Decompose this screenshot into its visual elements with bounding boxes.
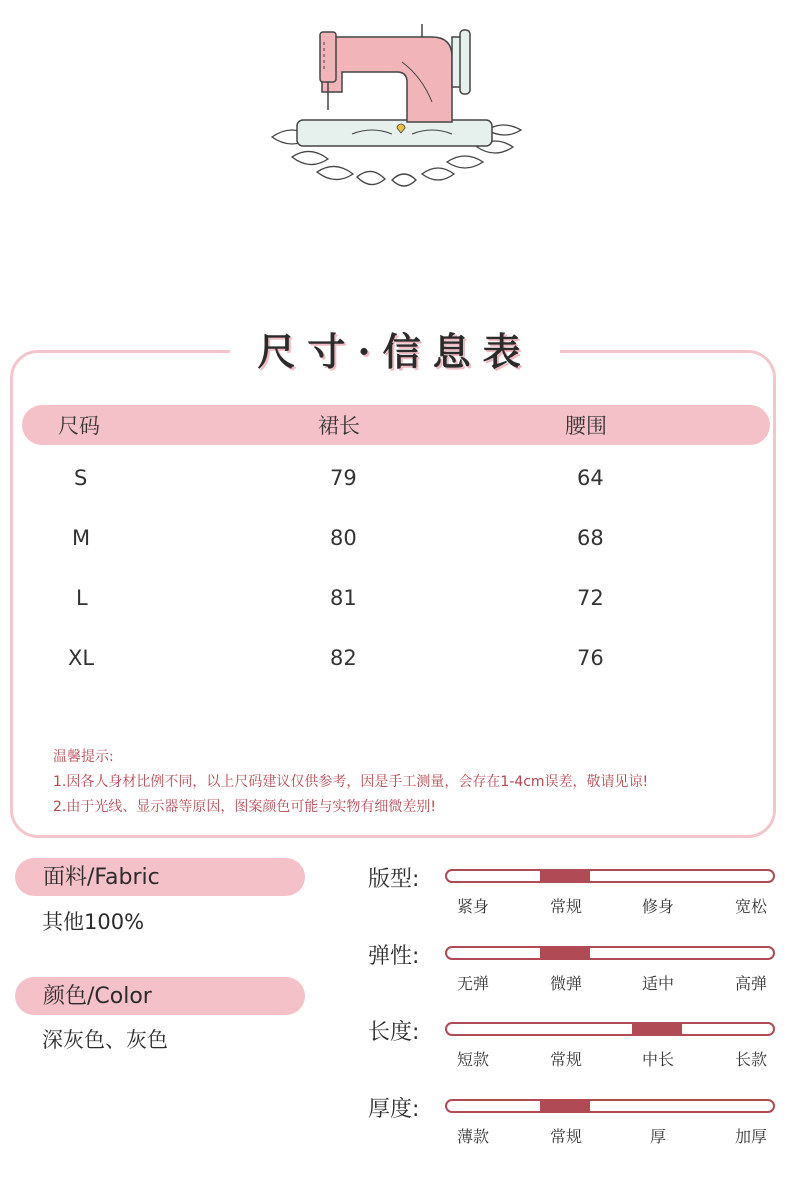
attr-scale-track <box>445 946 775 960</box>
cell-length: 79 <box>330 466 357 490</box>
attr-scale-marker <box>632 1024 682 1034</box>
attr-option: 中长 <box>641 1050 674 1069</box>
attr-option: 加厚 <box>734 1127 767 1146</box>
cell-size: XL <box>68 646 95 670</box>
page-title: 尺寸·信息表 <box>230 322 560 382</box>
notes-line-2: 2.由于光线、显示器等原因，图案颜色可能与实物有细微差别! <box>53 799 436 815</box>
attr-option: 常规 <box>549 1050 582 1069</box>
attr-label: 厚度: <box>368 1097 420 1122</box>
notes-line-1: 1.因各人身材比例不同，以上尺码建议仅供参考，因是手工测量，会存在1-4cm误差，敬请见谅! <box>53 774 649 790</box>
attr-label: 弹性: <box>368 944 420 969</box>
cell-waist: 64 <box>577 466 604 490</box>
attr-option: 微弹 <box>549 974 582 993</box>
cell-waist: 76 <box>577 646 604 670</box>
color-value: 深灰色、灰色 <box>42 1028 168 1052</box>
attr-option: 无弹 <box>456 974 489 993</box>
attr-option: 长款 <box>734 1050 767 1069</box>
attr-label: 版型: <box>368 867 420 892</box>
header-size: 尺码 <box>58 414 100 438</box>
attr-option: 高弹 <box>734 974 767 993</box>
cell-waist: 68 <box>577 526 604 550</box>
notes <box>53 745 648 820</box>
cell-length: 80 <box>330 526 357 550</box>
header-waist: 腰围 <box>565 414 607 438</box>
attr-scale-track <box>445 1099 775 1113</box>
attr-option: 厚 <box>649 1127 666 1146</box>
table-header <box>22 405 770 445</box>
cell-waist: 72 <box>577 586 604 610</box>
cell-size: M <box>72 526 91 550</box>
attr-scale-marker <box>540 948 590 958</box>
fabric-label: 面料/Fabric <box>15 858 305 896</box>
cell-size: L <box>76 586 88 610</box>
cell-length: 81 <box>330 586 357 610</box>
cell-size: S <box>74 466 88 490</box>
notes-heading: 温馨提示: <box>53 749 114 765</box>
attr-option: 适中 <box>641 974 674 993</box>
color-label: 颜色/Color <box>15 977 305 1015</box>
attr-scale-marker <box>540 871 590 881</box>
attr-option: 紧身 <box>456 897 489 916</box>
cell-length: 82 <box>330 646 357 670</box>
attr-label: 长度: <box>368 1020 420 1045</box>
attr-option: 薄款 <box>456 1127 489 1146</box>
sewing-machine-icon <box>262 22 532 192</box>
attr-scale-marker <box>540 1101 590 1111</box>
attr-option: 常规 <box>549 1127 582 1146</box>
attr-option: 宽松 <box>734 897 767 916</box>
attr-option: 短款 <box>456 1050 489 1069</box>
attr-option: 修身 <box>641 897 674 916</box>
header-skirt-length: 裙长 <box>318 414 360 438</box>
fabric-value: 其他100% <box>42 910 145 934</box>
attr-scale-track <box>445 1022 775 1036</box>
attr-scale-track <box>445 869 775 883</box>
attr-option: 常规 <box>549 897 582 916</box>
